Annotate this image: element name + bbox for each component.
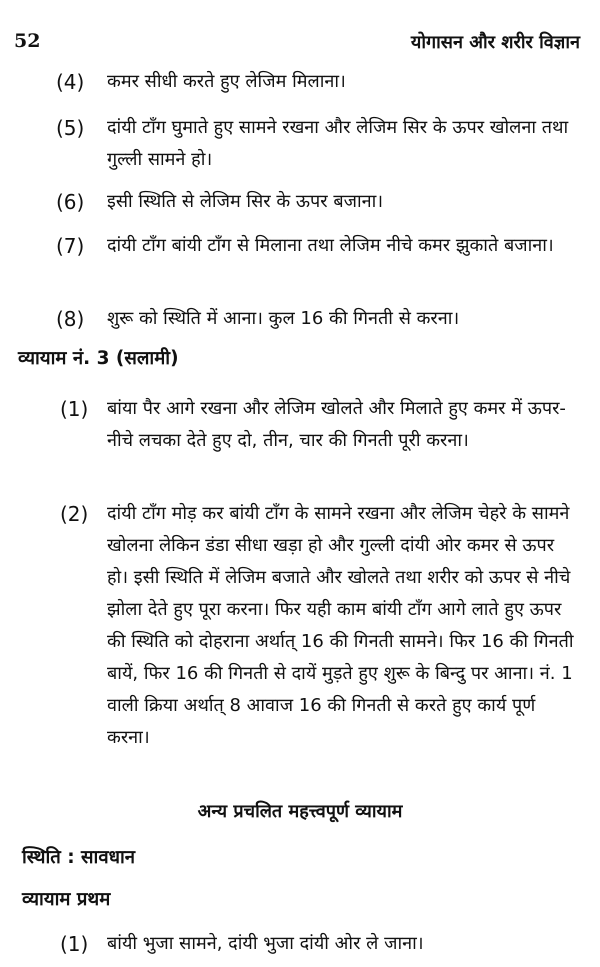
page-header (0, 30, 600, 60)
item-text: बांया पैर आगे रखना और लेजिम खोलते और मिलाते हुए कमर में ऊपर-नीचे लचका देते हुए दो, तीन, चार की गिनती पूरी करना। (107, 398, 566, 451)
item-text: दांयी टाँग बांयी टाँग से मिलाना तथा लेजिम नीचे कमर झुकाते बजाना। (107, 235, 554, 256)
item-number: (5) (56, 116, 85, 140)
item-number: (7) (56, 234, 85, 258)
item-text: इसी स्थिति से लेजिम सिर के ऊपर बजाना। (107, 191, 384, 212)
item-number: (8) (56, 307, 85, 331)
item-text: शुरू को स्थिति में आना। कुल 16 की गिनती से करना। (107, 308, 460, 329)
item-number: (2) (60, 502, 89, 526)
item-text: बांयी भुजा सामने, दांयी भुजा दांयी ओर ले जाना। (107, 933, 424, 954)
item-text: दांयी टाँग घुमाते हुए सामने रखना और लेजिम सिर के ऊपर खोलना तथा गुल्ली सामने हो। (107, 117, 569, 170)
item-number: (1) (60, 397, 89, 421)
position-label: स्थिति : सावधान (22, 847, 136, 868)
running-title: योगासन और शरीर विज्ञान (410, 32, 580, 53)
sub-heading: व्यायाम प्रथम (22, 889, 111, 910)
page-number: 52 (14, 30, 41, 52)
item-text: कमर सीधी करते हुए लेजिम मिलाना। (107, 71, 346, 92)
item-number: (4) (56, 70, 85, 94)
section-heading: अन्य प्रचलित महत्त्वपूर्ण व्यायाम (197, 801, 403, 822)
item-text: दांयी टाँग मोड़ कर बांयी टाँग के सामने रखना और लेजिम चेहरे के सामने खोलना लेकिन डंडा सीधा खड़ा हो और गुल्ली दांयी ओर कमर से ऊपर हो। इसी स्थिति में लेजिम बजाते और खोलते तथा शरीर को ऊपर से नीचे झोला देते हुए पूरा करना। फिर यही काम बांयी टाँग आगे लाते हुए ऊपर की स्थिति को दोहराना अर्थात् 16 की गिनती सामने। फिर 16 की गिनती बायें, फिर 16 की गिनती से दायें मुड़ते हुए शुरू के बिन्दु पर आना। नं. 1 वाली क्रिया अर्थात् 8 आवाज 16 की गिनती से करते हुए कार्य पूर्ण करना। (107, 503, 574, 748)
item-number: (6) (56, 190, 85, 214)
exercise-3-heading: व्यायाम नं. 3 (सलामी) (18, 348, 179, 369)
item-number: (1) (60, 932, 89, 956)
